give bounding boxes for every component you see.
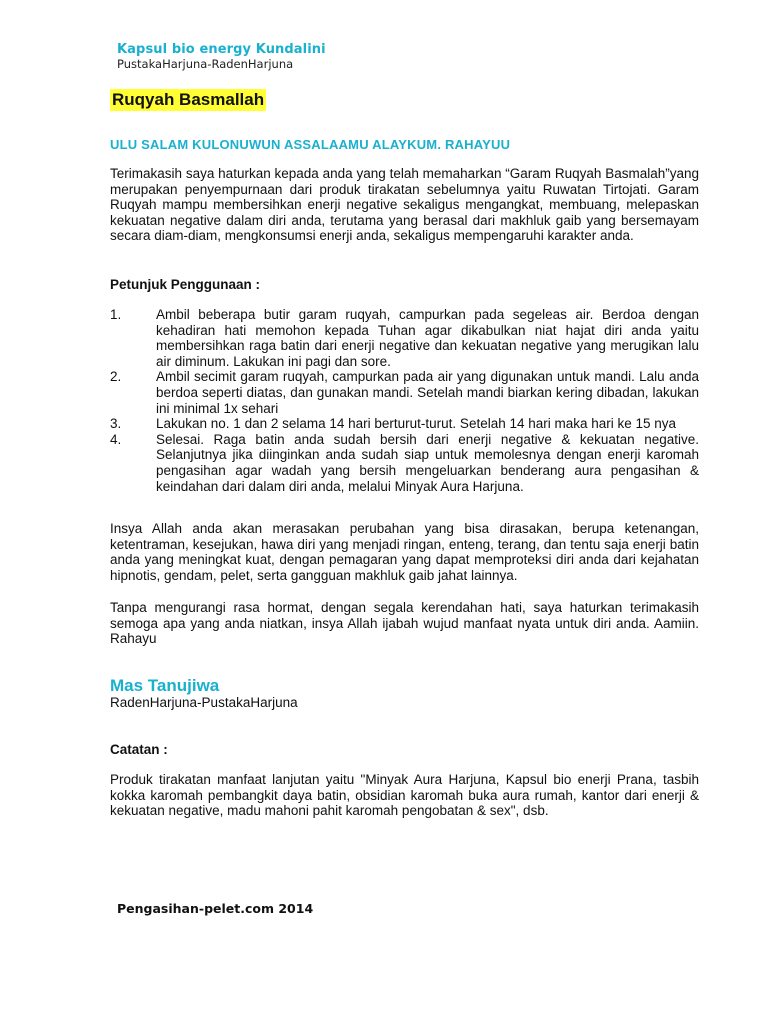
header-subtitle: PustakaHarjuna-RadenHarjuna	[117, 57, 294, 71]
header-title: Kapsul bio energy Kundalini	[117, 42, 326, 57]
step-text: Ambil beberapa butir garam ruqyah, campurkan pada segeleas air. Berdoa dengan kehadiran hati memohon kepada Tuhan agar dikabulkan niat hajat diri anda yaitu membersihkan raga batin dari enerji negative dan kekuatan negative yang merugikan lalu air diminum. Lakukan ini pagi dan sore.	[156, 307, 699, 369]
step-number: 3.	[110, 416, 122, 432]
instructions-heading: Petunjuk Penggunaan :	[110, 277, 261, 292]
document-title: Ruqyah Basmallah	[112, 90, 265, 109]
list-item	[110, 432, 699, 494]
footer-site: Pengasihan-pelet.com 2014	[117, 901, 314, 916]
step-text: Ambil secimit garam ruqyah, campurkan pada air yang digunakan untuk mandi. Lalu anda berdoa seperti diatas, dan gunakan mandi. Setelah mandi biarkan kering dibadan, lakukan ini minimal 1x sehari	[156, 369, 699, 416]
instructions-list	[110, 307, 699, 494]
notes-paragraph: Produk tirakatan manfaat lanjutan yaitu "Minyak Aura Harjuna, Kapsul bio enerji Prana, tasbih kokka karomah pembangkit daya batin, obsidian karomah buka aura rumah, kantor dari enerji & kekuatan negative, madu mahoni pahit karomah pengobatan & sex", dsb.	[110, 772, 699, 819]
notes-heading: Catatan :	[110, 742, 168, 757]
list-item	[110, 369, 699, 416]
greeting-line: ULU SALAM KULONUWUN ASSALAAMU ALAYKUM. RAHAYUU	[110, 137, 511, 152]
intro-paragraph: Terimakasih saya haturkan kepada anda yang telah memaharkan “Garam Ruqyah Basmalah”yang merupakan penyempurnaan dari produk tirakatan sebelumnya yaitu Ruwatan Tirtojati. Garam Ruqyah mampu membersihkan enerji negative sekaligus mengangkat, membuang, melepaskan kekuatan negative dalam diri anda, terutama yang berasal dari makhluk gaib yang bersemayam secara diam-diam, mengkonsumsi enerji anda, sekaligus mempengaruhi karakter anda.	[110, 166, 699, 244]
step-number: 4.	[110, 431, 122, 447]
signature-subtitle: RadenHarjuna-PustakaHarjuna	[110, 695, 298, 710]
list-item	[110, 307, 699, 369]
step-text: Selesai. Raga batin anda sudah bersih dari enerji negative & kekuatan negative. Selanjutnya jika diinginkan anda sudah siap untuk memolesnya dengan enerji karomah pengasihan agar wadah yang bersih mengeluarkan benderang aura pengasihan & keindahan dari dalam diri anda, melalui Minyak Aura Harjuna.	[156, 431, 699, 494]
step-number: 1.	[110, 307, 122, 322]
benefits-paragraph: Insya Allah anda akan merasakan perubahan yang bisa dirasakan, berupa ketenangan, ketentraman, kesejukan, hawa diri yang menjadi ringan, enteng, terang, dan tentu saja enerji batin anda yang meningkat kuat, dengan pemagaran yang dapat memproteksi diri anda dari kejahatan hipnotis, gendam, pelet, serta gangguan makhluk gaib jahat lainnya.	[110, 521, 699, 583]
signature-name: Mas Tanujiwa	[110, 676, 220, 695]
closing-paragraph: Tanpa mengurangi rasa hormat, dengan segala kerendahan hati, saya haturkan terimakasih semoga apa yang anda niatkan, insya Allah ijabah wujud manfaat nyata untuk diri anda. Aamiin. Rahayu	[110, 600, 699, 647]
step-number: 2.	[110, 369, 122, 385]
step-text: Lakukan no. 1 dan 2 selama 14 hari berturut-turut. Setelah 14 hari maka hari ke 15 nya	[156, 416, 677, 432]
list-item	[110, 416, 699, 432]
